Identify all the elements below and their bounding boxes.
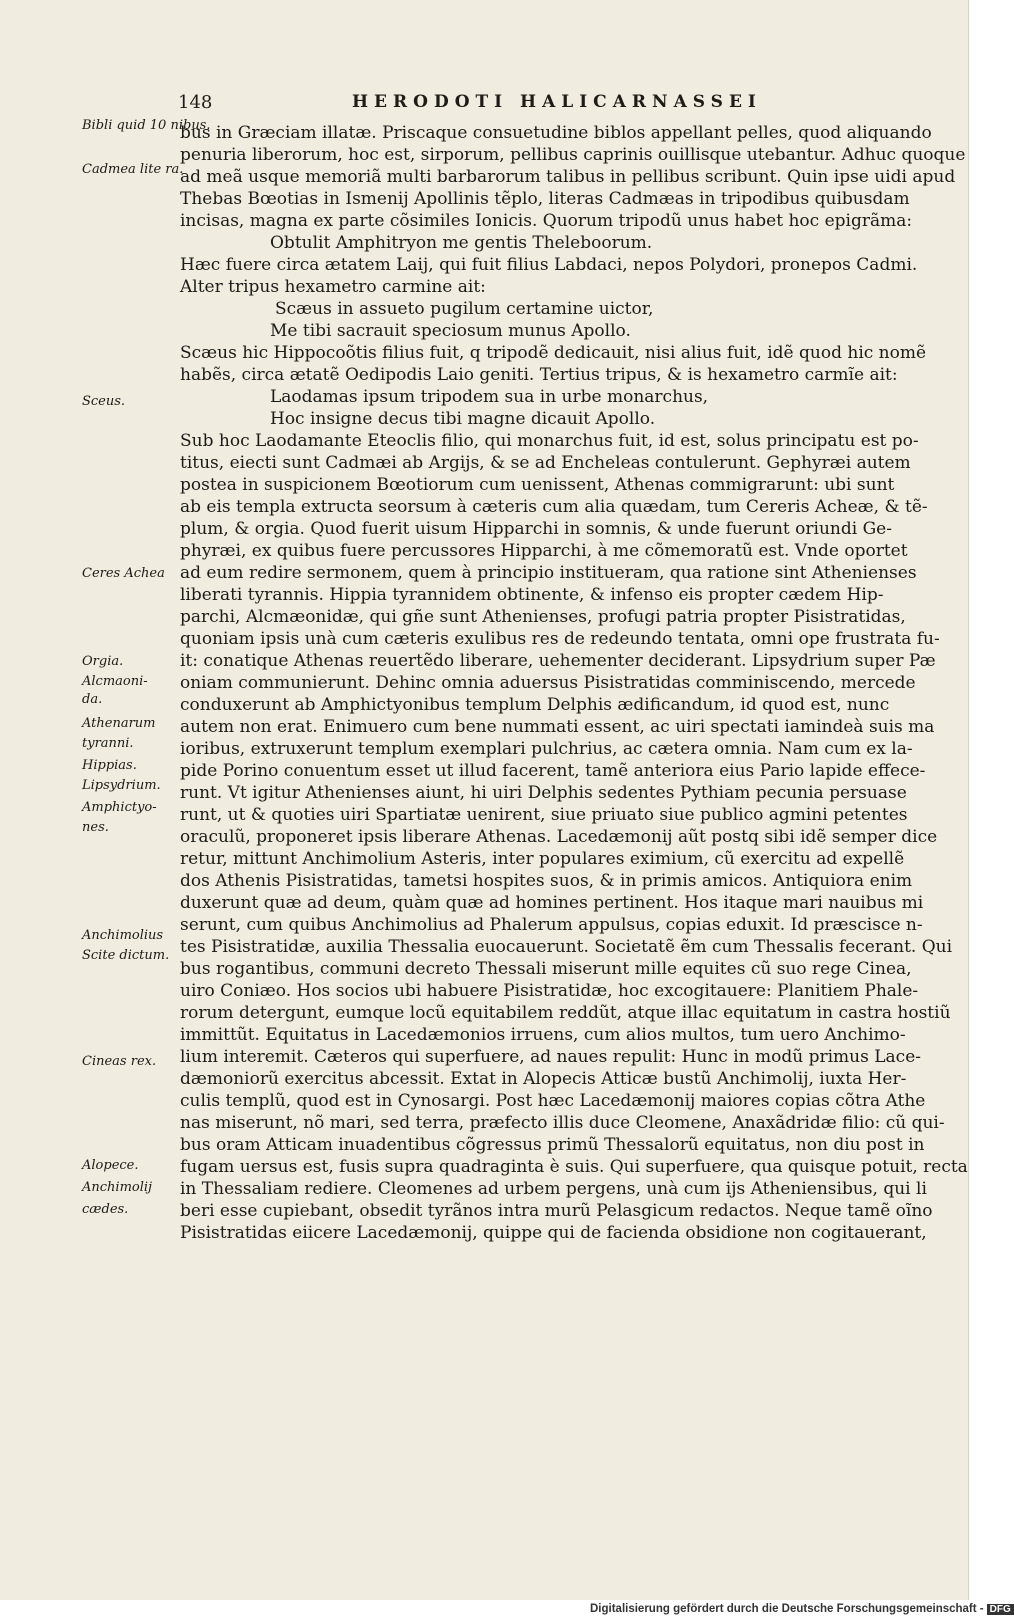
text-line: rorum detergunt, eumque locũ equitabilem reddũt, atque illac equitatum in castra hostiũ bbox=[180, 1003, 951, 1023]
marginal-note: Alcmaoni- bbox=[82, 674, 148, 689]
text-line: in Thessaliam rediere. Cleomenes ad urbem pergens, unà cum ijs Atheniensibus, qui li bbox=[180, 1179, 927, 1199]
marginal-note: Alopece. bbox=[82, 1158, 139, 1173]
marginal-note: Hippias. bbox=[82, 758, 137, 773]
text-line: lium interemit. Cæteros qui superfuere, ad naues repulit: Hunc in modũ primus Lace- bbox=[180, 1047, 922, 1067]
text-line: phyræi, ex quibus fuere percussores Hipparchi, à me cõmemoratũ est. Vnde oportet bbox=[180, 541, 908, 561]
text-line: it: conatique Athenas reuertẽdo liberare, uehementer deciderant. Lipsydrium super Pæ bbox=[180, 651, 936, 671]
marginal-note: Ceres Achea bbox=[82, 566, 165, 581]
marginal-note: Lipsydrium. bbox=[82, 778, 161, 793]
text-line: oraculũ, proponeret ipsis liberare Athenas. Lacedæmonij aũt postq sibi idẽ semper dice bbox=[180, 827, 938, 847]
text-line: tes Pisistratidæ, auxilia Thessalia euocauerunt. Societatẽ ẽm cum Thessalis fecerant. Qui bbox=[180, 937, 953, 957]
text-line: immittũt. Equitatus in Lacedæmonios irruens, cum alios multos, tum uero Anchimo- bbox=[180, 1025, 906, 1045]
text-line: bus rogantibus, communi decreto Thessali miserunt mille equites cũ suo rege Cinea, bbox=[180, 959, 912, 979]
marginal-note: Orgia. bbox=[82, 654, 124, 669]
running-title: HERODOTI HALICARNASSEI bbox=[352, 92, 762, 112]
text-line: nas miserunt, nõ mari, sed terra, præfecto illis duce Cleomene, Anaxãdridæ filio: cũ qui- bbox=[180, 1113, 945, 1133]
text-line: dos Athenis Pisistratidas, tametsi hospites suos, & in primis amicos. Antiquiora enim bbox=[180, 871, 913, 891]
text-line: duxerunt quæ ad deum, quàm quæ ad homines pertinent. Hos itaque mari nauibus mi bbox=[180, 893, 924, 913]
text-line: conduxerunt ab Amphictyonibus templum Delphis ædificandum, id quod est, nunc bbox=[180, 695, 890, 715]
text-line: fugam uersus est, fusis supra quadraginta è suis. Qui superfuere, qua quisque potuit, recta bbox=[180, 1157, 968, 1177]
text-line: Sub hoc Laodamante Eteoclis filio, qui monarchus fuit, id est, solus principatu est po- bbox=[180, 431, 919, 451]
text-line: serunt, cum quibus Anchimolius ad Phalerum appulsus, copias eduxit. Id præscisce n- bbox=[180, 915, 923, 935]
text-line: beri esse cupiebant, obsedit tyrãnos intra murũ Pelasgicum redactos. Neque tamẽ oĩno bbox=[180, 1201, 933, 1221]
text-line: Scæus in assueto pugilum certamine uictor, bbox=[275, 299, 654, 319]
body-text bbox=[180, 122, 968, 1244]
marginal-note: Anchimolij bbox=[82, 1180, 153, 1195]
text-line: retur, mittunt Anchimolium Asteris, inter populares eximium, cũ exercitu ad expellẽ bbox=[180, 849, 905, 869]
digitization-credit bbox=[590, 1603, 1014, 1615]
marginal-note: Scite dictum. bbox=[82, 948, 170, 963]
marginal-note: cædes. bbox=[82, 1202, 129, 1217]
text-line: Laodamas ipsum tripodem sua in urbe monarchus, bbox=[270, 387, 709, 407]
text-line: penuria liberorum, hoc est, sirporum, pellibus caprinis ouillisque utebantur. Adhuc quoque bbox=[180, 145, 966, 165]
text-line: Thebas Bœotias in Ismenij Apollinis tẽplo, literas Cadmæas in tripodibus quibusdam bbox=[180, 189, 910, 209]
text-line: culis templũ, quod est in Cynosargi. Post hæc Lacedæmonij maiores copias cõtra Athe bbox=[180, 1091, 926, 1111]
text-line: plum, & orgia. Quod fuerit uisum Hipparchi in somnis, & unde fuerunt oriundi Ge- bbox=[180, 519, 892, 539]
text-line: dæmoniorũ exercitus abcessit. Extat in Alopecis Atticæ bustũ Anchimolij, iuxta Her- bbox=[180, 1069, 907, 1089]
marginal-note: da. bbox=[82, 692, 103, 707]
text-line: Pisistratidas eiicere Lacedæmonij, quippe qui de facienda obsidione non cogitauerant, bbox=[180, 1223, 927, 1243]
text-line: parchi, Alcmæonidæ, qui gñe sunt Athenienses, profugi patria propter Pisistratidas, bbox=[180, 607, 906, 627]
credit-text: Digitalisierung gefördert durch die Deutsche Forschungsgemeinschaft - bbox=[590, 1603, 984, 1615]
marginal-note: Cadmea lite ra. bbox=[82, 162, 184, 177]
text-line: liberati tyrannis. Hippia tyrannidem obtinente, & infenso eis propter cædem Hip- bbox=[180, 585, 884, 605]
marginal-note: nes. bbox=[82, 820, 109, 835]
text-line: ad eum redire sermonem, quem à principio institueram, qua ratione sint Athenienses bbox=[180, 563, 917, 583]
page-number: 148 bbox=[178, 92, 213, 113]
marginal-note: Anchimolius bbox=[82, 928, 164, 943]
text-line: runt. Vt igitur Athenienses aiunt, hi uiri Delphis sedentes Pythiam pecunia persuase bbox=[180, 783, 907, 803]
dfg-logo: DFG bbox=[987, 1604, 1014, 1615]
text-line: bus in Græciam illatæ. Priscaque consuetudine biblos appellant pelles, quod aliquando bbox=[180, 123, 932, 143]
text-line: titus, eiecti sunt Cadmæi ab Argijs, & se ad Encheleas contulerunt. Gephyræi autem bbox=[180, 453, 911, 473]
text-line: Me tibi sacrauit speciosum munus Apollo. bbox=[270, 321, 631, 341]
text-line: quoniam ipsis unà cum cæteris exulibus res de redeundo tentata, omni ope frustrata fu- bbox=[180, 629, 940, 649]
marginal-note: Athenarum bbox=[82, 716, 156, 731]
text-line: postea in suspicionem Bœotiorum cum uenissent, Athenas commigrarunt: ubi sunt bbox=[180, 475, 895, 495]
text-line: habẽs, circa ætatẽ Oedipodis Laio geniti. Tertius tripus, & is hexametro carmĩe ait: bbox=[180, 365, 898, 385]
marginal-note: Amphictyo- bbox=[82, 800, 157, 815]
text-line: autem non erat. Enimuero cum bene nummati essent, ac uiri spectati iamindeà suis ma bbox=[180, 717, 935, 737]
text-line: Hoc insigne decus tibi magne dicauit Apollo. bbox=[270, 409, 656, 429]
text-line: pide Porino conuentum esset ut illud facerent, tamẽ anteriora eius Pario lapide effece- bbox=[180, 761, 926, 781]
text-line: Alter tripus hexametro carmine ait: bbox=[180, 277, 486, 297]
text-line: uiro Coniæo. Hos socios ubi habuere Pisistratidæ, hoc excogitauere: Planitiem Phale- bbox=[180, 981, 919, 1001]
text-line: ab eis templa extructa seorsum à cæteris cum alia quædam, tum Cereris Acheæ, & tẽ- bbox=[180, 497, 928, 517]
text-line: runt, ut & quoties uiri Spartiatæ uenirent, siue priuato siue publico agmini petentes bbox=[180, 805, 908, 825]
text-line: ad meã usque memoriã multi barbarorum talibus in pellibus scribunt. Quin ipse uidi apud bbox=[180, 167, 956, 187]
text-line: Scæus hic Hippocoõtis filius fuit, q tripodẽ dedicauit, nisi alius fuit, idẽ quod hic nomẽ bbox=[180, 343, 927, 363]
text-line: Hæc fuere circa ætatem Laij, qui fuit filius Labdaci, nepos Polydori, pronepos Cadmi. bbox=[180, 255, 918, 275]
marginal-note: Bibli quid 10 nibus. bbox=[82, 118, 211, 133]
text-line: Obtulit Amphitryon me gentis Theleboorum. bbox=[270, 233, 653, 253]
text-line: incisas, magna ex parte cõsimiles Ionicis. Quorum tripodũ unus habet hoc epigrãma: bbox=[180, 211, 913, 231]
marginal-note: Sceus. bbox=[82, 394, 126, 409]
text-line: oniam communierunt. Dehinc omnia aduersus Pisistratidas comminiscendo, mercede bbox=[180, 673, 916, 693]
marginal-note: tyranni. bbox=[82, 736, 134, 751]
text-line: ioribus, extruxerunt templum exemplari pulchrius, ac cætera omnia. Nam cum ex la- bbox=[180, 739, 913, 759]
marginal-note: Cineas rex. bbox=[82, 1054, 157, 1069]
text-line: bus oram Atticam inuadentibus cõgressus primũ Thessalorũ equitatus, non diu post in bbox=[180, 1135, 925, 1155]
